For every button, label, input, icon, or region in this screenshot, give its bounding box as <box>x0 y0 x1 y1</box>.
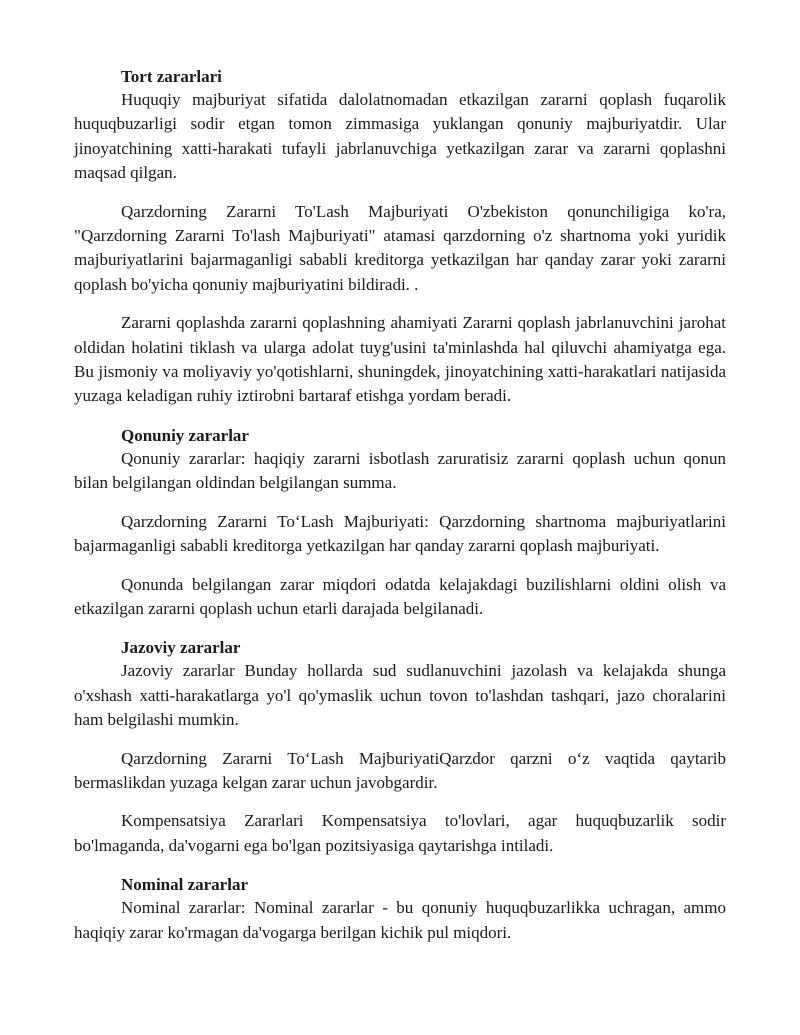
paragraph: Qarzdorning Zararni To‘Lash MajburiyatiQarzdor qarzni o‘z vaqtida qaytarib bermaslikdan yuzaga kelgan zarar uchun javobgardir. <box>74 748 726 792</box>
section-heading: Nominal zararlar <box>121 875 248 895</box>
paragraph: Kompensatsiya Zararlari Kompensatsiya to'lovlari, agar huquqbuzarlik sodir bo'lmaganda, da'vogarni ega bo'lgan pozitsiyasiga qaytarishga intiladi. <box>74 811 726 855</box>
paragraph: Huquqiy majburiyat sifatida dalolatnomadan etkazilgan zararni qoplash fuqarolik huquqbuzarligi sodir etgan tomon zimmasiga yuklangan qonuniy majburiyatdir. Ular jinoyatchining xatti-harakati tufayli jabrlanuvchiga yetkazilgan zarar va zararni qoplashni maqsad qilgan. <box>74 90 726 183</box>
section-nominal-zararlar <box>74 875 726 945</box>
section-heading: Tort zararlari <box>121 67 222 86</box>
paragraph: Zararni qoplashda zararni qoplashning ahamiyati Zararni qoplash jabrlanuvchini jarohat oldidan holatini tiklash va ularga adolat tuyg'usini ta'minlashda hal qiluvchi ahamiyatga ega. Bu jismoniy va moliyaviy yo'qotishlarni, shuningdek, jinoyatchining xatti-harakatlari natijasida yuzaga keladigan ruhiy iztirobni bartaraf etishga yordam beradi. <box>74 313 726 406</box>
section-heading: Qonuniy zararlar <box>121 425 249 445</box>
section-heading: Jazoviy zararlar <box>121 638 241 658</box>
section-tort-zararlari <box>74 67 726 409</box>
paragraph: Qonuniy zararlar: haqiqiy zararni isbotlash zaruratisiz zararni qoplash uchun qonun bilan belgilangan oldindan belgilangan summa. <box>74 448 726 493</box>
paragraph: Qarzdorning Zararni To'Lash Majburiyati O'zbekiston qonunchiligiga ko'ra, "Qarzdorning Zararni To'lash Majburiyati" atamasi qarzdorning o'z shartnoma yoki yuridik majburiyatlarini bajarmaganligi sababli kreditorga yetkazilgan har qanday zarar yoki zararni qoplash bo'yicha qonuniy majburiyatini bildiradi. . <box>74 201 726 294</box>
paragraph: Jazoviy zararlar Bunday hollarda sud sudlanuvchini jazolash va kelajakda shunga o'xshash xatti-harakatlarga yo'l qo'ymaslik uchun tovon to'lashdan tashqari, jazo choralarini ham belgilashi mumkin. <box>74 661 726 730</box>
paragraph: Nominal zararlar: Nominal zararlar - bu qonuniy huquqbuzarlikka uchragan, ammo haqiqiy zarar ko'rmagan da'vogarga berilgan kichik pul miqdori. <box>74 898 726 942</box>
paragraph: Qarzdorning Zararni To‘Lash Majburiyati: Qarzdorning shartnoma majburiyatlarini bajarmaganligi sababli kreditorga yetkazilgan har qanday zararni qoplash majburiyati. <box>74 511 726 556</box>
section-jazoviy-zararlar <box>74 638 726 858</box>
paragraph: Qonunda belgilangan zarar miqdori odatda kelajakdagi buzilishlarni oldini olish va etkazilgan zararni qoplash uchun etarli darajada belgilanadi. <box>74 574 726 618</box>
section-qonuniy-zararlar <box>74 426 726 621</box>
